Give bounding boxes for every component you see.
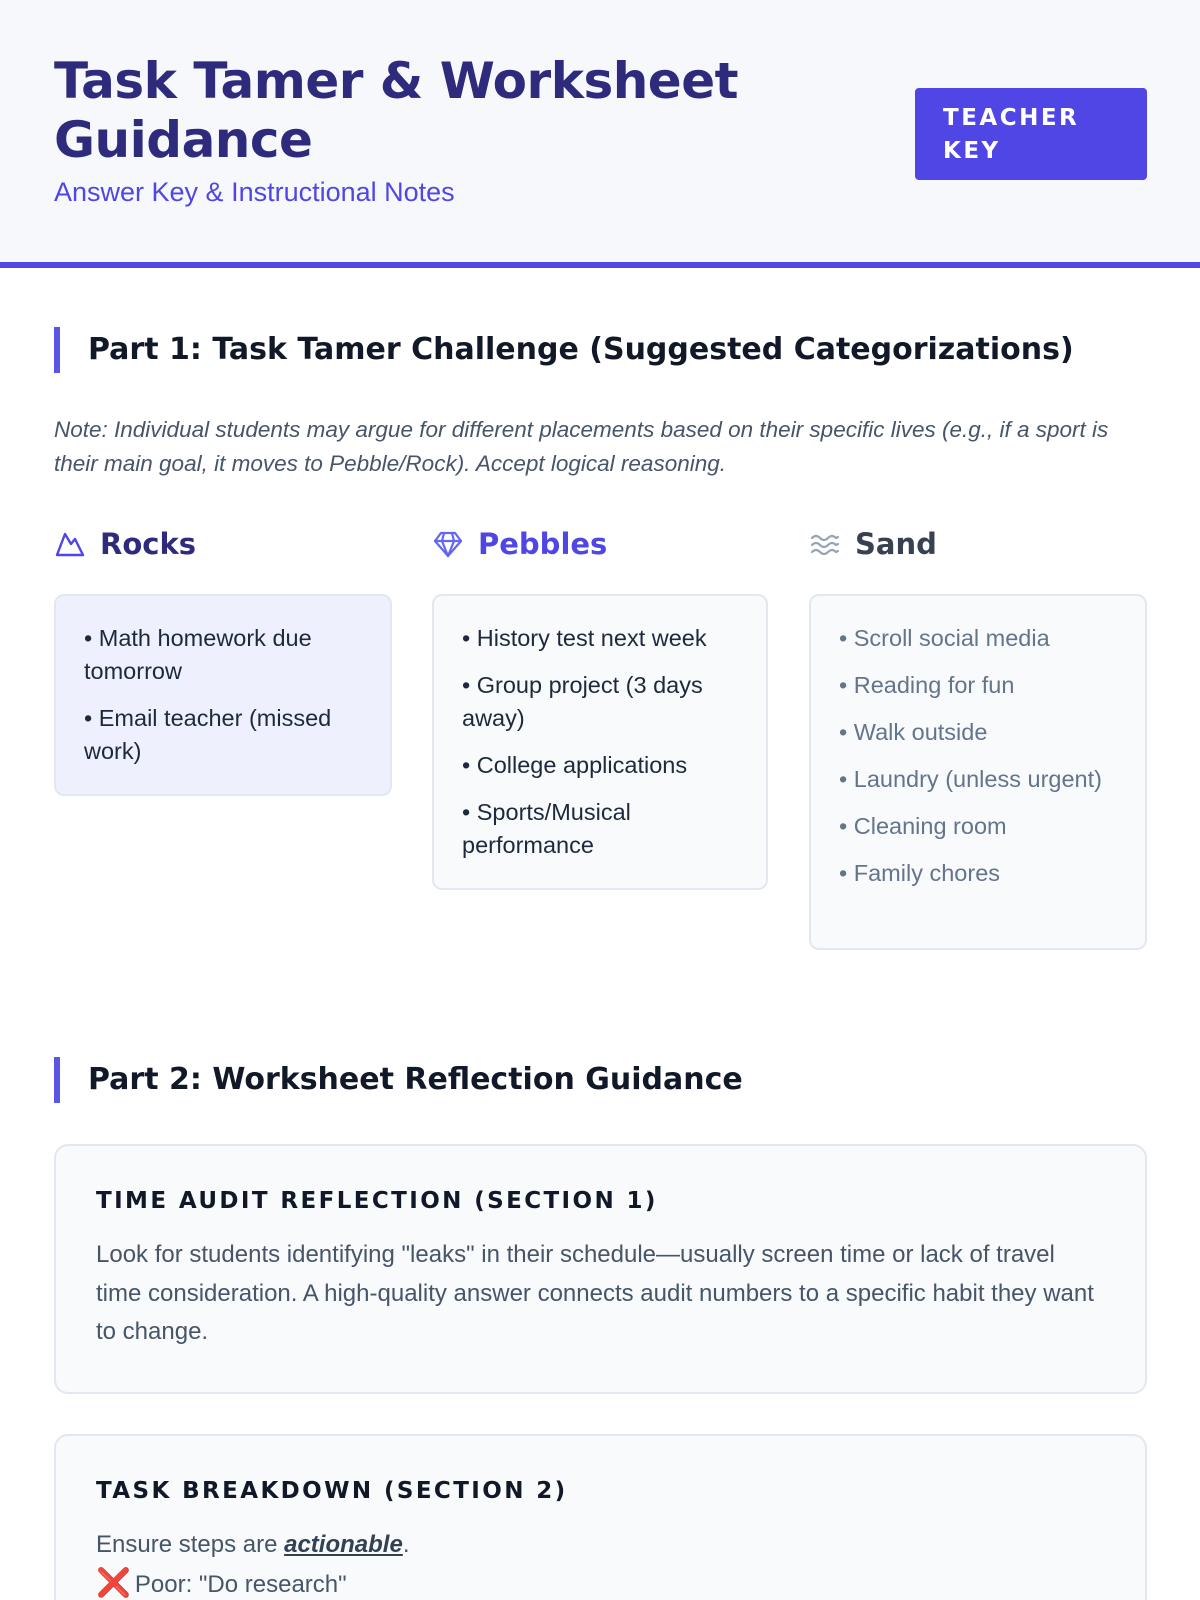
mountain-icon — [54, 528, 86, 560]
cross-icon: ❌ — [96, 1567, 131, 1598]
time-audit-body: Look for students identifying "leaks" in their schedule—usually screen time or lack of travel time consideration. A high-quality answer connects audit numbers to a specific habit they want to change. — [96, 1241, 1094, 1345]
part2-heading: Part 2: Worksheet Reflection Guidance — [54, 1057, 743, 1103]
list-item: • Sports/Musical performance — [462, 799, 631, 858]
list-item: • History test next week — [462, 625, 707, 651]
teacher-key-badge: TEACHER KEY — [915, 88, 1147, 180]
pebbles-card — [432, 594, 768, 890]
rocks-heading — [54, 524, 196, 564]
list-item: • Group project (3 days away) — [462, 672, 703, 731]
actionable-line — [96, 1526, 1105, 1564]
time-audit-panel — [54, 1144, 1147, 1394]
list-item: • Email teacher (missed work) — [84, 705, 332, 764]
poor-example-line — [96, 1564, 1105, 1600]
page-header — [0, 0, 1200, 268]
list-item: • Scroll social media — [839, 625, 1050, 651]
list-item: • Laundry (unless urgent) — [839, 766, 1102, 792]
task-breakdown-panel — [54, 1434, 1147, 1600]
sand-title: Sand — [855, 527, 937, 561]
task-breakdown-body — [96, 1526, 1105, 1600]
list-item: • Family chores — [839, 860, 1001, 886]
rocks-title: Rocks — [100, 527, 196, 561]
actionable-period: . — [402, 1531, 410, 1558]
time-audit-title: TIME AUDIT REFLECTION (SECTION 1) — [96, 1188, 658, 1214]
sand-heading — [809, 524, 937, 564]
pebbles-title: Pebbles — [478, 527, 608, 561]
actionable-intro: Ensure steps are — [96, 1531, 285, 1558]
sand-card — [809, 594, 1147, 950]
gem-icon — [432, 528, 464, 560]
list-item: • Walk outside — [839, 719, 988, 745]
rocks-card — [54, 594, 392, 796]
part1-note: Note: Individual students may argue for different placements based on their specific lives (e.g., if a sport is their main goal, it moves to Pebble/Rock). Accept logical reasoning. — [54, 417, 1109, 476]
pebbles-heading — [432, 524, 607, 564]
page-title: Task Tamer & Worksheet Guidance — [54, 52, 739, 169]
list-item: • Cleaning room — [839, 813, 1007, 839]
list-item: • Math homework due tomorrow — [84, 625, 312, 684]
task-breakdown-title: TASK BREAKDOWN (SECTION 2) — [96, 1478, 568, 1504]
actionable-emphasis: actionable — [284, 1531, 403, 1558]
page-subtitle: Answer Key & Instructional Notes — [54, 177, 455, 207]
part1-heading: Part 1: Task Tamer Challenge (Suggested Categorizations) — [54, 327, 1074, 373]
waves-icon — [809, 528, 841, 560]
list-item: • Reading for fun — [839, 672, 1015, 698]
poor-example: Poor: "Do research" — [134, 1571, 347, 1598]
list-item: • College applications — [462, 752, 688, 778]
